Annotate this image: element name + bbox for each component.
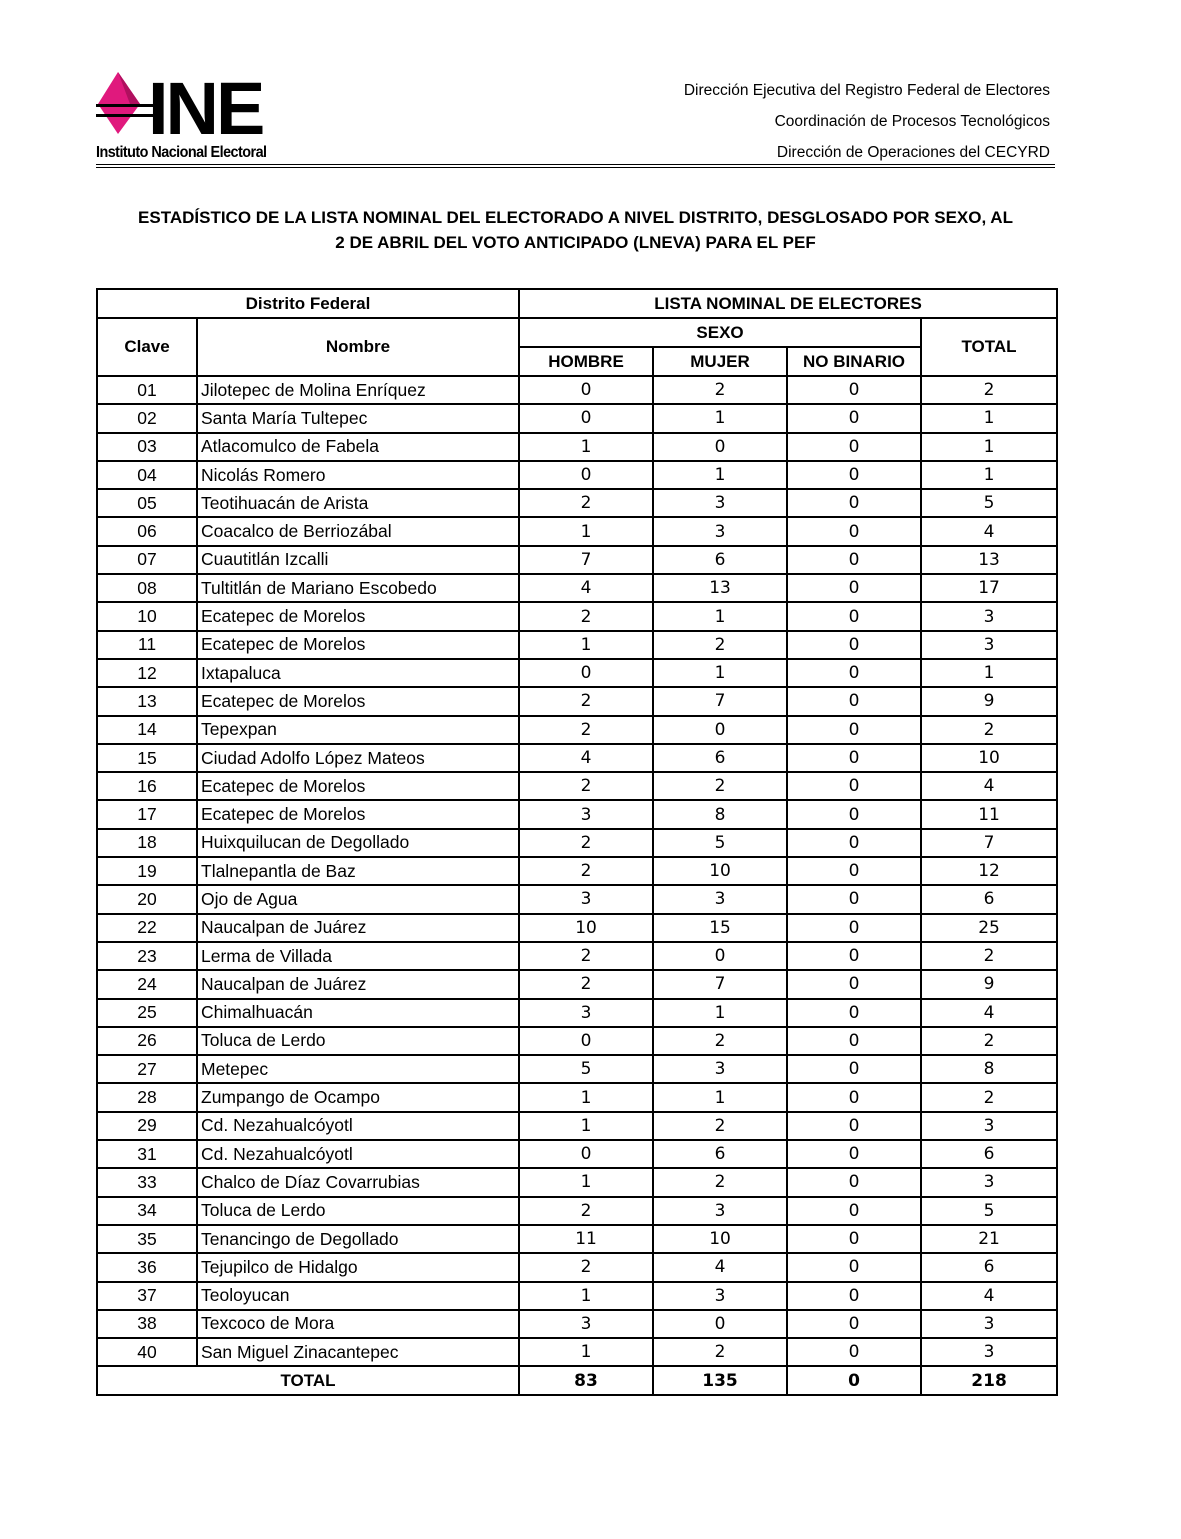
- header-rule: [96, 164, 1055, 165]
- logo-caption: Instituto Nacional Electoral: [96, 144, 267, 161]
- cell-nombre: Ecatepec de Morelos: [197, 602, 519, 630]
- cell-mujer: 1: [653, 1083, 787, 1111]
- cell-mujer: 8: [653, 800, 787, 828]
- cell-no-binario: 0: [787, 800, 921, 828]
- cell-total: 9: [921, 687, 1057, 715]
- title-line-1: ESTADÍSTICO DE LA LISTA NOMINAL DEL ELECTORADO A NIVEL DISTRITO, DESGLOSADO POR SEXO, AL: [138, 208, 1013, 227]
- table-row: [97, 602, 1057, 630]
- cell-nombre: Tlalnepantla de Baz: [197, 857, 519, 885]
- cell-clave: 37: [97, 1282, 197, 1310]
- cell-clave: 28: [97, 1083, 197, 1111]
- header-sexo: SEXO: [519, 318, 921, 347]
- table-row: [97, 999, 1057, 1027]
- cell-hombre: 0: [519, 1140, 653, 1168]
- table-row: [97, 376, 1057, 404]
- table-row: [97, 716, 1057, 744]
- cell-mujer: 3: [653, 1197, 787, 1225]
- cell-nombre: Ecatepec de Morelos: [197, 800, 519, 828]
- cell-no-binario: 0: [787, 1282, 921, 1310]
- cell-hombre: 2: [519, 857, 653, 885]
- cell-mujer: 3: [653, 489, 787, 517]
- table-row: [97, 1140, 1057, 1168]
- table-row: [97, 829, 1057, 857]
- cell-mujer: 2: [653, 376, 787, 404]
- cell-mujer: 7: [653, 970, 787, 998]
- cell-hombre: 0: [519, 404, 653, 432]
- table-row: [97, 574, 1057, 602]
- cell-total: 4: [921, 999, 1057, 1027]
- cell-mujer: 1: [653, 659, 787, 687]
- cell-no-binario: 0: [787, 433, 921, 461]
- cell-mujer: 2: [653, 1112, 787, 1140]
- header-no-binario: NO BINARIO: [787, 347, 921, 376]
- cell-mujer: 2: [653, 1027, 787, 1055]
- cell-mujer: 13: [653, 574, 787, 602]
- cell-no-binario: 0: [787, 942, 921, 970]
- cell-mujer: 0: [653, 433, 787, 461]
- cell-total: 1: [921, 659, 1057, 687]
- cell-total: 3: [921, 1168, 1057, 1196]
- cell-mujer: 2: [653, 772, 787, 800]
- table-row: [97, 1225, 1057, 1253]
- cell-no-binario: 0: [787, 687, 921, 715]
- cell-hombre: 3: [519, 1310, 653, 1338]
- cell-mujer: 3: [653, 885, 787, 913]
- cell-total: 6: [921, 1253, 1057, 1281]
- cell-total: 2: [921, 942, 1057, 970]
- cell-clave: 25: [97, 999, 197, 1027]
- cell-no-binario: 0: [787, 574, 921, 602]
- cell-clave: 12: [97, 659, 197, 687]
- table-row: [97, 1055, 1057, 1083]
- cell-no-binario: 0: [787, 461, 921, 489]
- cell-mujer: 5: [653, 829, 787, 857]
- cell-total: 8: [921, 1055, 1057, 1083]
- cell-total: 3: [921, 1310, 1057, 1338]
- cell-nombre: Chimalhuacán: [197, 999, 519, 1027]
- cell-mujer: 1: [653, 404, 787, 432]
- cell-total: 13: [921, 546, 1057, 574]
- cell-total: 7: [921, 829, 1057, 857]
- cell-hombre: 1: [519, 631, 653, 659]
- cell-no-binario: 0: [787, 1197, 921, 1225]
- cell-total: 2: [921, 1027, 1057, 1055]
- cell-total: 1: [921, 461, 1057, 489]
- cell-clave: 07: [97, 546, 197, 574]
- cell-clave: 17: [97, 800, 197, 828]
- cell-clave: 15: [97, 744, 197, 772]
- cell-nombre: Naucalpan de Juárez: [197, 914, 519, 942]
- cell-nombre: Cd. Nezahualcóyotl: [197, 1140, 519, 1168]
- table-row: [97, 1112, 1057, 1140]
- cell-nombre: Ecatepec de Morelos: [197, 687, 519, 715]
- table-row: [97, 857, 1057, 885]
- cell-nombre: San Miguel Zinacantepec: [197, 1338, 519, 1366]
- cell-no-binario: 0: [787, 376, 921, 404]
- cell-mujer: 1: [653, 999, 787, 1027]
- cell-clave: 20: [97, 885, 197, 913]
- table-row: [97, 1168, 1057, 1196]
- header-nombre: Nombre: [197, 318, 519, 376]
- cell-clave: 02: [97, 404, 197, 432]
- cell-hombre: 5: [519, 1055, 653, 1083]
- table-row: [97, 659, 1057, 687]
- cell-hombre: 2: [519, 829, 653, 857]
- cell-mujer: 2: [653, 1168, 787, 1196]
- total-no-binario: 0: [787, 1366, 921, 1395]
- cell-mujer: 1: [653, 602, 787, 630]
- table-row: [97, 404, 1057, 432]
- cell-hombre: 0: [519, 461, 653, 489]
- cell-no-binario: 0: [787, 744, 921, 772]
- cell-mujer: 1: [653, 461, 787, 489]
- cell-hombre: 2: [519, 602, 653, 630]
- cell-hombre: 2: [519, 1253, 653, 1281]
- cell-no-binario: 0: [787, 404, 921, 432]
- cell-nombre: Teotihuacán de Arista: [197, 489, 519, 517]
- cell-clave: 24: [97, 970, 197, 998]
- cell-hombre: 4: [519, 574, 653, 602]
- cell-mujer: 3: [653, 1055, 787, 1083]
- cell-nombre: Teoloyucan: [197, 1282, 519, 1310]
- cell-nombre: Toluca de Lerdo: [197, 1027, 519, 1055]
- cell-clave: 19: [97, 857, 197, 885]
- cell-nombre: Chalco de Díaz Covarrubias: [197, 1168, 519, 1196]
- cell-nombre: Lerma de Villada: [197, 942, 519, 970]
- cell-no-binario: 0: [787, 885, 921, 913]
- cell-clave: 16: [97, 772, 197, 800]
- cell-nombre: Nicolás Romero: [197, 461, 519, 489]
- cell-nombre: Ixtapaluca: [197, 659, 519, 687]
- header-line-3: Dirección de Operaciones del CECYRD: [776, 144, 1050, 161]
- cell-nombre: Tepexpan: [197, 716, 519, 744]
- cell-total: 6: [921, 885, 1057, 913]
- cell-hombre: 7: [519, 546, 653, 574]
- ine-logo-icon: [96, 70, 282, 140]
- cell-total: 1: [921, 404, 1057, 432]
- cell-mujer: 15: [653, 914, 787, 942]
- cell-mujer: 6: [653, 1140, 787, 1168]
- cell-mujer: 0: [653, 942, 787, 970]
- cell-total: 11: [921, 800, 1057, 828]
- cell-no-binario: 0: [787, 602, 921, 630]
- cell-total: 21: [921, 1225, 1057, 1253]
- cell-no-binario: 0: [787, 772, 921, 800]
- cell-mujer: 7: [653, 687, 787, 715]
- cell-total: 2: [921, 376, 1057, 404]
- total-mujer: 135: [653, 1366, 787, 1395]
- cell-total: 3: [921, 602, 1057, 630]
- cell-nombre: Ciudad Adolfo López Mateos: [197, 744, 519, 772]
- cell-clave: 31: [97, 1140, 197, 1168]
- ine-logo: [96, 70, 282, 165]
- cell-hombre: 2: [519, 942, 653, 970]
- cell-clave: 04: [97, 461, 197, 489]
- cell-hombre: 0: [519, 659, 653, 687]
- cell-hombre: 3: [519, 800, 653, 828]
- table-row: [97, 631, 1057, 659]
- cell-hombre: 1: [519, 1168, 653, 1196]
- cell-no-binario: 0: [787, 1055, 921, 1083]
- cell-no-binario: 0: [787, 1112, 921, 1140]
- cell-hombre: 1: [519, 1338, 653, 1366]
- cell-mujer: 2: [653, 631, 787, 659]
- cell-nombre: Atlacomulco de Fabela: [197, 433, 519, 461]
- cell-hombre: 1: [519, 1282, 653, 1310]
- cell-clave: 29: [97, 1112, 197, 1140]
- cell-hombre: 1: [519, 517, 653, 545]
- cell-clave: 23: [97, 942, 197, 970]
- document-title: [96, 205, 1055, 255]
- cell-clave: 40: [97, 1338, 197, 1366]
- table-body: [97, 376, 1057, 1395]
- cell-nombre: Ecatepec de Morelos: [197, 631, 519, 659]
- cell-hombre: 2: [519, 687, 653, 715]
- table-row: [97, 1197, 1057, 1225]
- cell-hombre: 2: [519, 970, 653, 998]
- cell-mujer: 3: [653, 517, 787, 545]
- cell-mujer: 0: [653, 1310, 787, 1338]
- cell-mujer: 3: [653, 1282, 787, 1310]
- table-row: [97, 687, 1057, 715]
- cell-nombre: Santa María Tultepec: [197, 404, 519, 432]
- logo-text: INE: [148, 70, 263, 140]
- table-row: [97, 433, 1057, 461]
- cell-clave: 33: [97, 1168, 197, 1196]
- cell-no-binario: 0: [787, 857, 921, 885]
- cell-clave: 11: [97, 631, 197, 659]
- header-clave: Clave: [97, 318, 197, 376]
- cell-no-binario: 0: [787, 1083, 921, 1111]
- cell-hombre: 3: [519, 999, 653, 1027]
- table-row: [97, 914, 1057, 942]
- total-total: 218: [921, 1366, 1057, 1395]
- table-row: [97, 942, 1057, 970]
- cell-total: 17: [921, 574, 1057, 602]
- cell-hombre: 2: [519, 772, 653, 800]
- table-row: [97, 461, 1057, 489]
- cell-hombre: 0: [519, 1027, 653, 1055]
- table-row: [97, 744, 1057, 772]
- cell-mujer: 6: [653, 744, 787, 772]
- cell-hombre: 1: [519, 433, 653, 461]
- title-line-2: 2 DE ABRIL DEL VOTO ANTICIPADO (LNEVA) PARA EL PEF: [335, 233, 816, 252]
- cell-total: 3: [921, 1112, 1057, 1140]
- cell-hombre: 1: [519, 1112, 653, 1140]
- cell-no-binario: 0: [787, 659, 921, 687]
- header-total: TOTAL: [921, 318, 1057, 376]
- cell-no-binario: 0: [787, 489, 921, 517]
- cell-mujer: 10: [653, 1225, 787, 1253]
- cell-clave: 06: [97, 517, 197, 545]
- table-row: [97, 1253, 1057, 1281]
- cell-clave: 10: [97, 602, 197, 630]
- cell-hombre: 1: [519, 1083, 653, 1111]
- cell-clave: 03: [97, 433, 197, 461]
- cell-nombre: Coacalco de Berriozábal: [197, 517, 519, 545]
- cell-no-binario: 0: [787, 829, 921, 857]
- cell-nombre: Tejupilco de Hidalgo: [197, 1253, 519, 1281]
- cell-total: 6: [921, 1140, 1057, 1168]
- cell-no-binario: 0: [787, 1140, 921, 1168]
- cell-mujer: 10: [653, 857, 787, 885]
- table-row: [97, 970, 1057, 998]
- cell-total: 5: [921, 1197, 1057, 1225]
- table-row: [97, 1310, 1057, 1338]
- header-line-2: Coordinación de Procesos Tecnológicos: [774, 113, 1050, 130]
- cell-no-binario: 0: [787, 1168, 921, 1196]
- cell-nombre: Tenancingo de Degollado: [197, 1225, 519, 1253]
- table-row: [97, 885, 1057, 913]
- cell-nombre: Ojo de Agua: [197, 885, 519, 913]
- cell-clave: 35: [97, 1225, 197, 1253]
- cell-total: 4: [921, 772, 1057, 800]
- cell-no-binario: 0: [787, 1310, 921, 1338]
- table-row: [97, 1083, 1057, 1111]
- cell-total: 5: [921, 489, 1057, 517]
- header-distrito: Distrito Federal: [97, 289, 519, 318]
- cell-nombre: Toluca de Lerdo: [197, 1197, 519, 1225]
- header-lista: LISTA NOMINAL DE ELECTORES: [519, 289, 1057, 318]
- cell-nombre: Texcoco de Mora: [197, 1310, 519, 1338]
- cell-hombre: 2: [519, 716, 653, 744]
- cell-nombre: Huixquilucan de Degollado: [197, 829, 519, 857]
- cell-total: 4: [921, 517, 1057, 545]
- table-row: [97, 772, 1057, 800]
- header-hombre: HOMBRE: [519, 347, 653, 376]
- cell-total: 1: [921, 433, 1057, 461]
- cell-no-binario: 0: [787, 970, 921, 998]
- cell-nombre: Jilotepec de Molina Enríquez: [197, 376, 519, 404]
- cell-clave: 36: [97, 1253, 197, 1281]
- cell-clave: 14: [97, 716, 197, 744]
- cell-clave: 13: [97, 687, 197, 715]
- cell-nombre: Cd. Nezahualcóyotl: [197, 1112, 519, 1140]
- cell-no-binario: 0: [787, 914, 921, 942]
- cell-clave: 05: [97, 489, 197, 517]
- cell-total: 25: [921, 914, 1057, 942]
- cell-no-binario: 0: [787, 1027, 921, 1055]
- cell-nombre: Zumpango de Ocampo: [197, 1083, 519, 1111]
- cell-total: 9: [921, 970, 1057, 998]
- cell-total: 12: [921, 857, 1057, 885]
- table-row: [97, 546, 1057, 574]
- cell-no-binario: 0: [787, 999, 921, 1027]
- cell-clave: 26: [97, 1027, 197, 1055]
- cell-no-binario: 0: [787, 1253, 921, 1281]
- cell-no-binario: 0: [787, 546, 921, 574]
- cell-hombre: 11: [519, 1225, 653, 1253]
- header-mujer: MUJER: [653, 347, 787, 376]
- cell-hombre: 10: [519, 914, 653, 942]
- cell-total: 2: [921, 716, 1057, 744]
- table-row: [97, 489, 1057, 517]
- header-rule-secondary: [96, 167, 1055, 168]
- table-row: [97, 1338, 1057, 1366]
- cell-no-binario: 0: [787, 1338, 921, 1366]
- cell-hombre: 4: [519, 744, 653, 772]
- cell-clave: 34: [97, 1197, 197, 1225]
- cell-total: 2: [921, 1083, 1057, 1111]
- cell-nombre: Tultitlán de Mariano Escobedo: [197, 574, 519, 602]
- cell-hombre: 2: [519, 489, 653, 517]
- cell-clave: 38: [97, 1310, 197, 1338]
- cell-clave: 08: [97, 574, 197, 602]
- cell-total: 10: [921, 744, 1057, 772]
- cell-nombre: Naucalpan de Juárez: [197, 970, 519, 998]
- totals-row: [97, 1366, 1057, 1395]
- table-row: [97, 517, 1057, 545]
- cell-total: 4: [921, 1282, 1057, 1310]
- cell-hombre: 3: [519, 885, 653, 913]
- cell-mujer: 0: [653, 716, 787, 744]
- cell-hombre: 2: [519, 1197, 653, 1225]
- table-row: [97, 1282, 1057, 1310]
- cell-no-binario: 0: [787, 1225, 921, 1253]
- cell-mujer: 2: [653, 1338, 787, 1366]
- cell-nombre: Metepec: [197, 1055, 519, 1083]
- cell-nombre: Ecatepec de Morelos: [197, 772, 519, 800]
- cell-nombre: Cuautitlán Izcalli: [197, 546, 519, 574]
- total-hombre: 83: [519, 1366, 653, 1395]
- cell-no-binario: 0: [787, 517, 921, 545]
- cell-clave: 01: [97, 376, 197, 404]
- cell-mujer: 6: [653, 546, 787, 574]
- header-line-1: Dirección Ejecutiva del Registro Federal de Electores: [683, 82, 1050, 99]
- header-lines: [684, 80, 1050, 173]
- cell-clave: 22: [97, 914, 197, 942]
- cell-clave: 18: [97, 829, 197, 857]
- cell-no-binario: 0: [787, 631, 921, 659]
- cell-clave: 27: [97, 1055, 197, 1083]
- totals-label: TOTAL: [97, 1366, 519, 1395]
- electoral-table: [96, 288, 1058, 1396]
- cell-mujer: 4: [653, 1253, 787, 1281]
- cell-hombre: 0: [519, 376, 653, 404]
- table-row: [97, 1027, 1057, 1055]
- cell-total: 3: [921, 1338, 1057, 1366]
- cell-total: 3: [921, 631, 1057, 659]
- cell-no-binario: 0: [787, 716, 921, 744]
- table-row: [97, 800, 1057, 828]
